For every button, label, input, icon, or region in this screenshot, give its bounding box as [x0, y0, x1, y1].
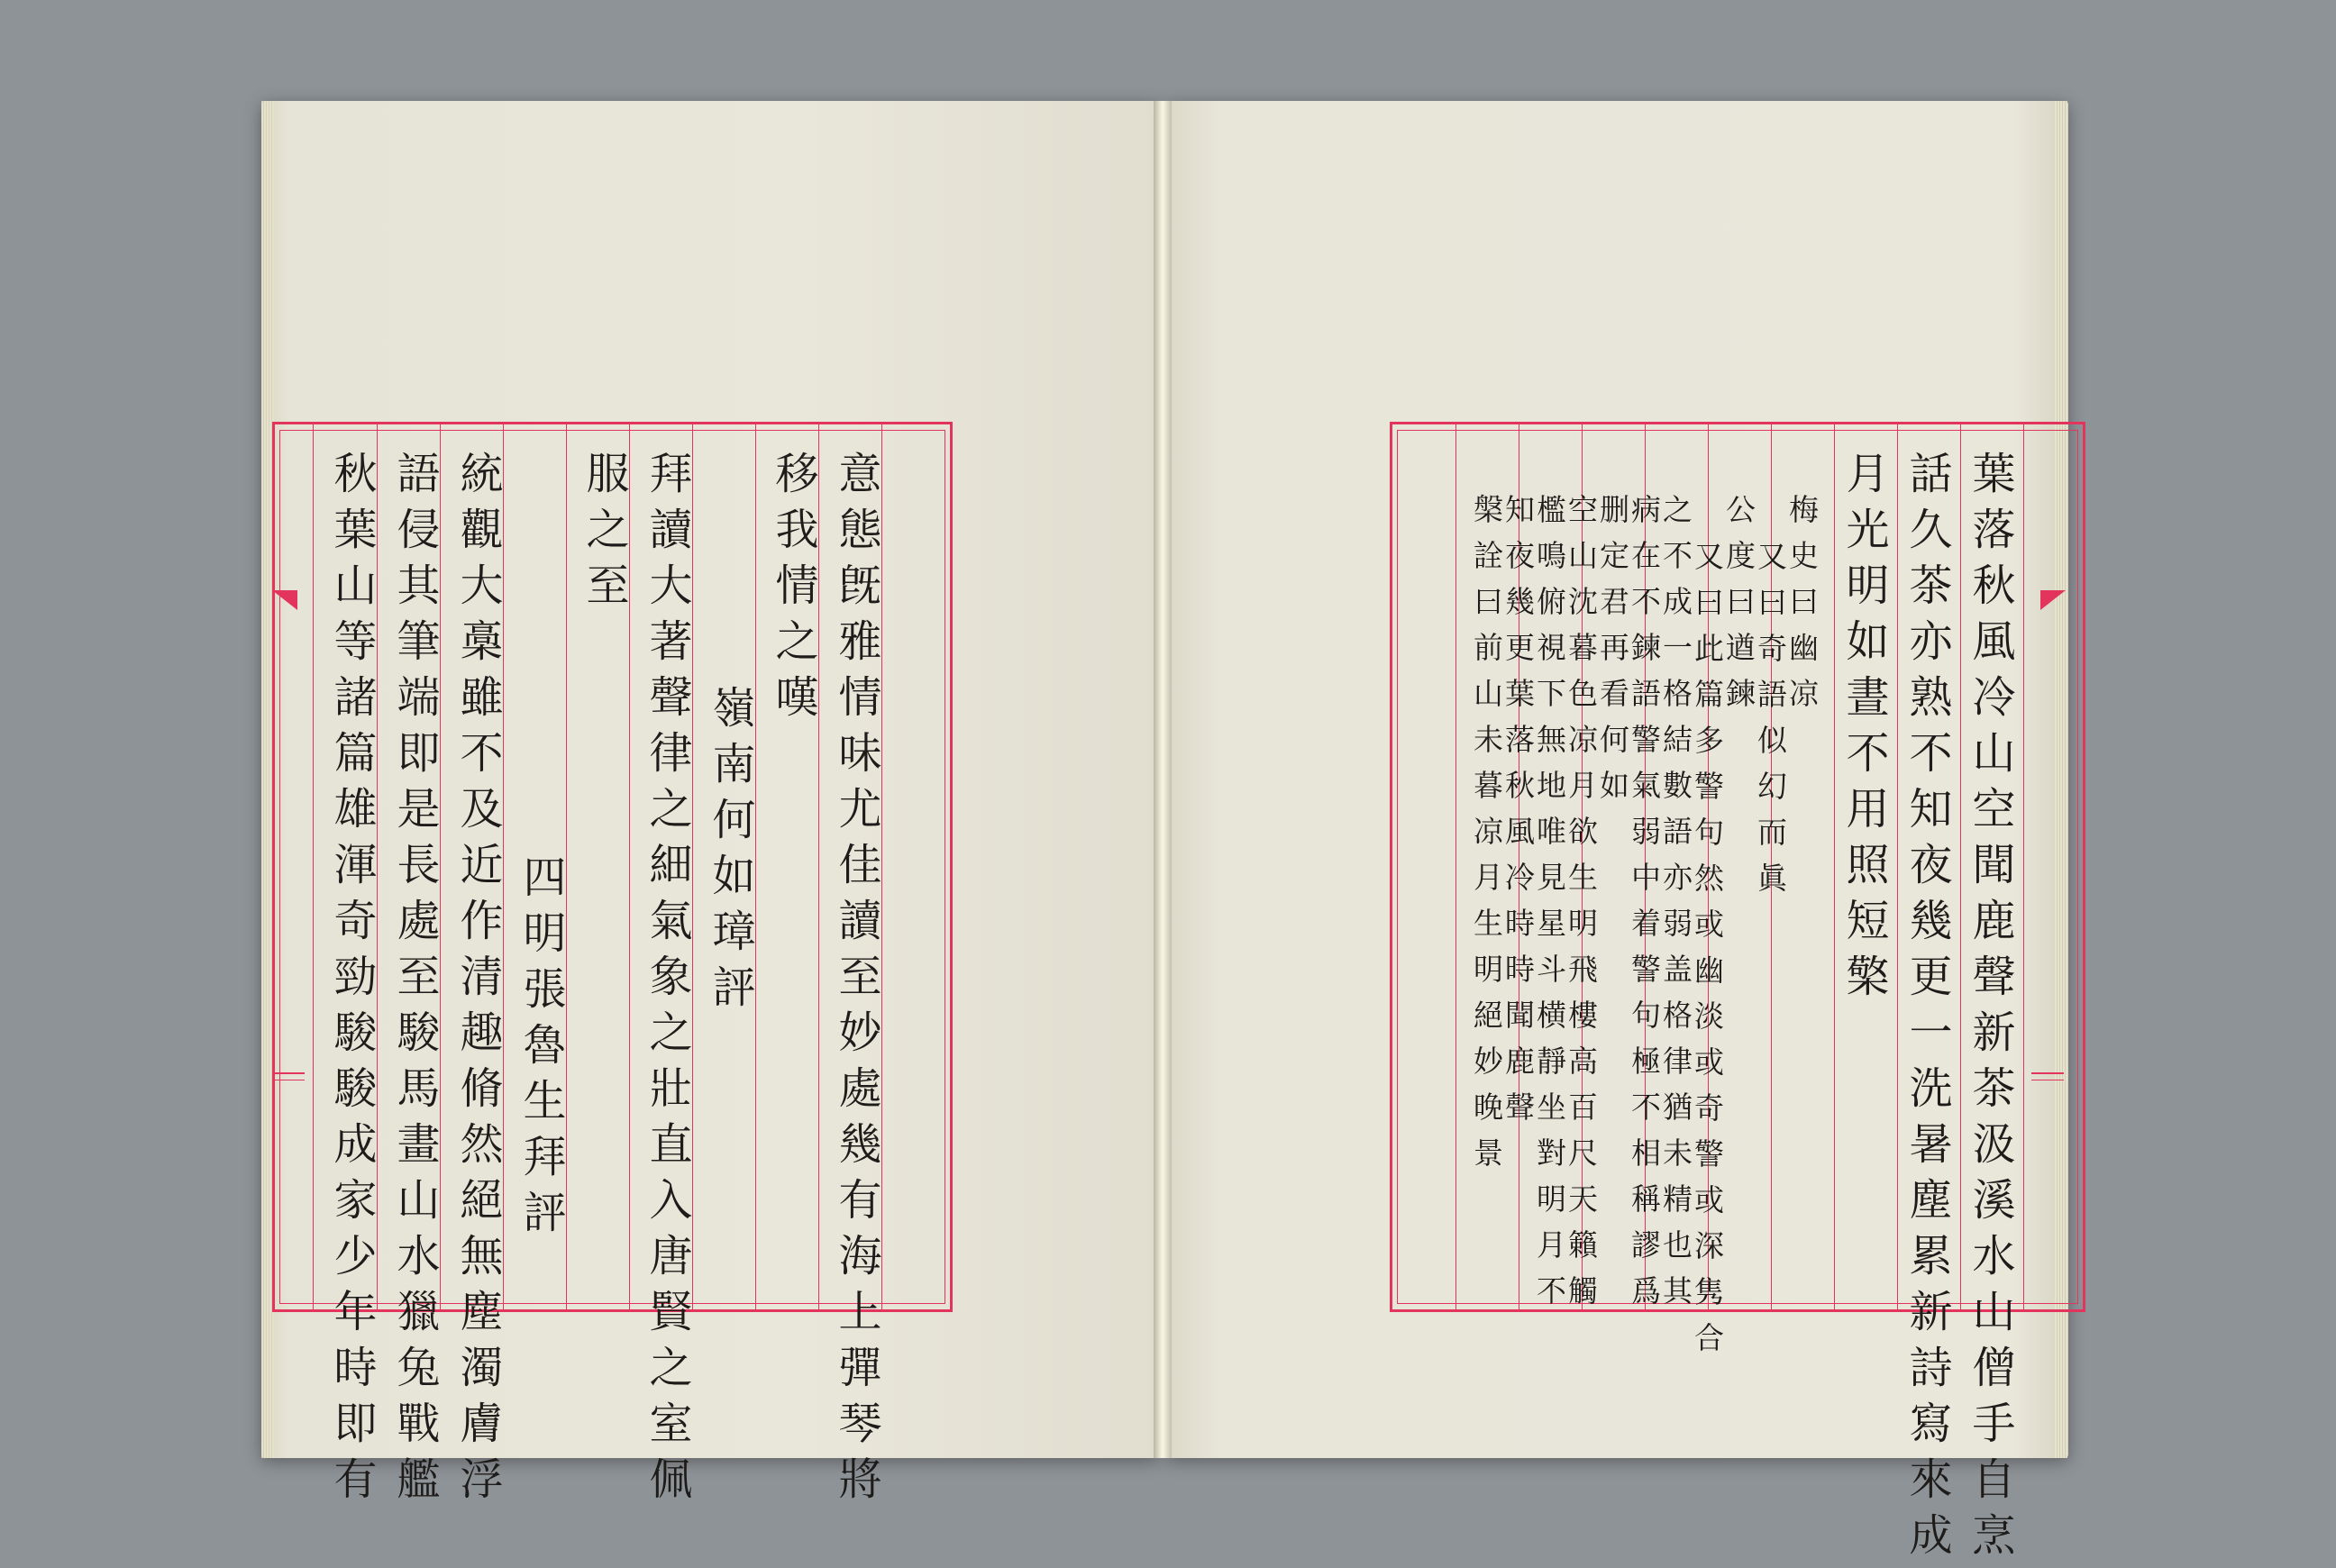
- commentary-column: 公度曰遒鍊: [1721, 494, 1757, 724]
- column-rule: [692, 424, 693, 1309]
- text-column: 秋葉山等諸篇雄渾奇勁駿駿成家少年時即有: [326, 451, 377, 1512]
- column-rule: [755, 424, 756, 1309]
- text-column: 拜讀大著聲律之細氣象之壯直入唐賢之室佩: [642, 451, 692, 1512]
- commentary-column: 知夜幾更葉落秋風冷時時聞鹿聲: [1501, 494, 1536, 1137]
- column-rule: [1960, 424, 1961, 1309]
- poem-column: 葉落秋風冷山空聞鹿聲新茶汲溪水山僧手自烹: [1965, 451, 2015, 1568]
- commentary-column: 梅史曰幽凉: [1784, 494, 1820, 724]
- fishtail-rule: [2031, 1072, 2064, 1074]
- text-column: 語侵其筆端即是長處至駿馬畫山水獵兔戰艦: [389, 451, 440, 1512]
- commentary-column: 檻鳴俯視下無地唯見星斗横靜坐對明月不: [1532, 494, 1567, 1321]
- column-rule: [566, 424, 567, 1309]
- text-column: 移我情之嘆: [768, 451, 818, 730]
- poem-column: 話久茶亦熟不知夜幾更一洗暑塵累新詩寫來成: [1902, 451, 1952, 1568]
- commentary-column: 空山沈暮色凉月欲生明飛樓高百尺天籟觸: [1564, 494, 1599, 1321]
- commentary-column: 槃詮曰前山未暮凉月生明絕妙晚景: [1469, 494, 1504, 1183]
- fishtail-rule: [272, 1072, 305, 1074]
- column-rule: [881, 424, 882, 1309]
- commentary-column: 之不成一格結數語亦弱盖格律猶未精也其: [1658, 494, 1693, 1321]
- column-rule: [818, 424, 819, 1309]
- text-column: 意態旣雅情味尤佳讀至妙處幾有海上彈琴將: [831, 451, 881, 1512]
- column-rule: [629, 424, 630, 1309]
- book-spine: [1154, 101, 1172, 1458]
- fishtail-mark: [272, 590, 297, 610]
- column-rule: [1897, 424, 1898, 1309]
- column-rule: [2023, 424, 2024, 1309]
- commentary-column: 又曰此篇多警句然或幽淡或奇警或深隽合: [1690, 541, 1725, 1368]
- commentary-column: 病在不鍊語警氣弱中着警句極不相稱謬爲: [1627, 494, 1662, 1321]
- column-rule: [440, 424, 441, 1309]
- column-rule: [503, 424, 504, 1309]
- fishtail-mark: [2040, 590, 2066, 610]
- column-rule: [1455, 424, 1456, 1309]
- critic-signature: 嶺南何如璋評: [705, 685, 755, 1020]
- commentary-column: 又曰奇語似幻而眞: [1753, 541, 1788, 908]
- poem-column: 月光明如晝不用照短檠: [1839, 451, 1889, 1009]
- column-rule: [1834, 424, 1835, 1309]
- text-column: 統觀大槀雖不及近作清趣脩然絕無塵濁膚浮: [452, 451, 503, 1512]
- column-rule: [313, 424, 314, 1309]
- commentary-column: 删定君再看何如: [1595, 494, 1630, 816]
- column-rule: [377, 424, 378, 1309]
- critic-signature: 四明張魯生拜評: [516, 854, 566, 1245]
- text-column: 服之至: [579, 451, 629, 618]
